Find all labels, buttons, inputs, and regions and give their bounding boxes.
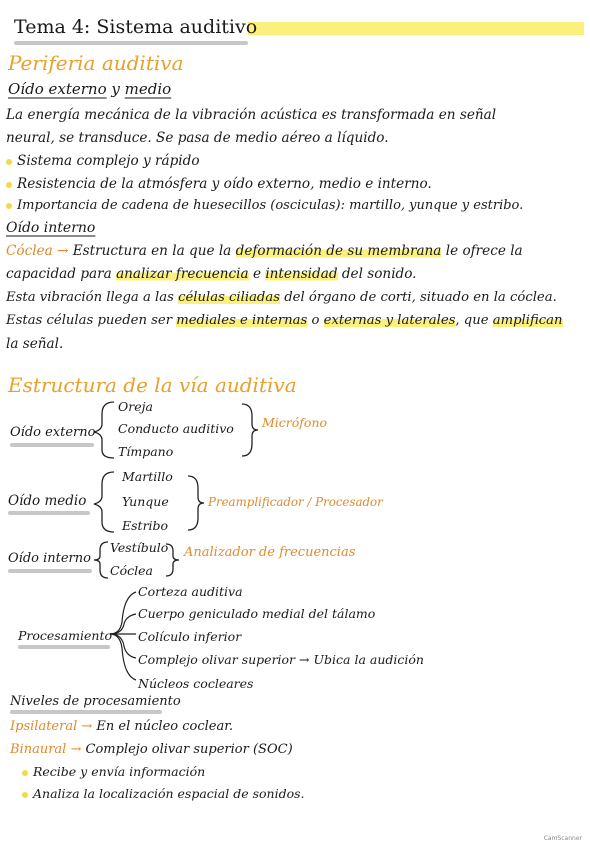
bullet-item <box>22 786 304 801</box>
right-brace-icon <box>240 402 260 458</box>
structure-item: Corteza auditiva <box>138 584 243 599</box>
structure-item-olivar <box>138 652 424 667</box>
text-span: del órgano de corti, situado en la cóclea. <box>284 290 557 305</box>
role-medio: Preamplificador / Procesador <box>208 495 383 509</box>
subheading-externo-medio <box>8 80 171 98</box>
highlight-span: analizar frecuencia <box>116 266 249 282</box>
arrow-icon: → <box>57 243 69 259</box>
label-underline <box>10 710 162 714</box>
ipsilateral-text: En el núcleo coclear. <box>96 719 234 734</box>
bullet-dot-icon <box>6 203 12 209</box>
coclea-line-5: la señal. <box>6 336 64 352</box>
highlight-span: mediales e internas <box>176 313 308 328</box>
structure-item: Martillo <box>122 469 173 484</box>
highlight-span: deformación de su membrana <box>235 243 442 259</box>
olivar-note: Ubica la audición <box>313 652 424 667</box>
bullet-dot-icon <box>6 159 12 165</box>
structure-item: Cuerpo geniculado medial del tálamo <box>138 606 376 621</box>
coclea-line-1 <box>6 243 523 259</box>
structure-item: Vestíbulo <box>110 540 169 555</box>
binaural-line <box>10 742 293 757</box>
label-underline <box>8 569 92 573</box>
paragraph-line: La energía mecánica de la vibración acústica es transformada en señal <box>6 107 497 123</box>
coclea-line-3 <box>6 290 557 305</box>
ipsilateral-label: Ipsilateral <box>10 719 78 734</box>
structure-item: Cóclea <box>110 563 153 578</box>
arrow-icon: → <box>299 652 310 667</box>
page-title: Tema 4: Sistema auditivo <box>14 16 258 38</box>
highlight-span: intensidad <box>265 266 338 282</box>
binaural-label: Binaural <box>10 742 67 757</box>
text-span: o <box>311 313 320 328</box>
group-label-medio: Oído medio <box>8 493 87 509</box>
role-interno: Analizador de frecuencias <box>184 545 356 560</box>
structure-item: Oreja <box>118 399 153 414</box>
left-brace-icon <box>92 540 110 580</box>
role-externo: Micrófono <box>262 415 328 430</box>
structure-item: Núcleos cocleares <box>138 676 254 691</box>
highlight-span: células ciliadas <box>178 290 281 305</box>
bullet-item <box>6 153 200 169</box>
bullet-dot-icon <box>22 770 28 776</box>
bullet-item <box>6 176 432 192</box>
text-span: , que <box>455 313 489 328</box>
label-underline <box>10 443 94 447</box>
ipsilateral-line <box>10 719 233 734</box>
group-label-procesamiento: Procesamiento <box>18 628 113 643</box>
highlight-span: externas y laterales <box>323 313 456 328</box>
subheading-medio: medio <box>124 80 172 98</box>
highlight-span: amplifican <box>492 313 563 328</box>
text-span: capacidad para <box>6 266 112 282</box>
bullet-dot-icon <box>22 792 28 798</box>
structure-item: Tímpano <box>118 444 174 459</box>
text-span: e <box>252 266 261 282</box>
binaural-text: Complejo olivar superior (SOC) <box>85 742 293 757</box>
coclea-label: Cóclea <box>6 243 53 259</box>
right-brace-icon <box>164 542 182 578</box>
subheading-niveles: Niveles de procesamiento <box>10 694 181 709</box>
structure-item: Colículo inferior <box>138 629 242 644</box>
subheading-externo: Oído externo <box>8 80 107 98</box>
label-underline <box>18 645 110 649</box>
section-heading-estructura: Estructura de la vía auditiva <box>8 373 297 397</box>
bullet-dot-icon <box>6 182 12 188</box>
right-brace-icon <box>186 474 206 532</box>
arrow-icon: → <box>81 719 93 734</box>
bullet-text: Resistencia de la atmósfera y oído externo, medio e interno. <box>17 176 432 192</box>
bullet-text: Recibe y envía información <box>33 764 206 779</box>
label-underline <box>8 511 90 515</box>
coclea-line-4 <box>6 313 563 328</box>
bullet-item <box>6 198 523 213</box>
title-highlight <box>248 22 584 35</box>
subheading-interno: Oído interno <box>6 220 96 236</box>
group-label-interno: Oído interno <box>8 551 91 566</box>
coclea-line-2 <box>6 266 417 282</box>
text-span: del sonido. <box>341 266 417 282</box>
text-span: Esta vibración llega a las <box>6 290 174 305</box>
bullet-text: Analiza la localización espacial de sonidos. <box>33 786 305 801</box>
bullet-item <box>22 764 205 779</box>
bullet-text: Importancia de cadena de huesecillos (osciculas): martillo, yunque y estribo. <box>17 198 524 213</box>
structure-item: Estribo <box>122 518 169 533</box>
text-span: Estructura en la que la <box>72 243 232 259</box>
structure-item: Yunque <box>122 494 169 509</box>
group-label-externo: Oído externo <box>10 425 96 440</box>
structure-item: Conducto auditivo <box>118 421 234 436</box>
arrow-icon: → <box>70 742 82 757</box>
paragraph-line: neural, se transduce. Se pasa de medio aéreo a líquido. <box>6 130 389 146</box>
subheading-y: y <box>111 80 120 98</box>
section-heading-periferia: Periferia auditiva <box>8 51 184 75</box>
structure-item: Complejo olivar superior <box>138 652 296 667</box>
bullet-text: Sistema complejo y rápido <box>17 153 200 169</box>
text-span: le ofrece la <box>445 243 523 259</box>
left-brace-icon <box>92 400 116 460</box>
watermark-logo: CamScanner <box>543 835 582 842</box>
title-underline <box>14 41 248 45</box>
left-brace-icon <box>92 470 116 534</box>
branch-lines-icon <box>108 582 138 692</box>
text-span: Estas células pueden ser <box>6 313 173 328</box>
